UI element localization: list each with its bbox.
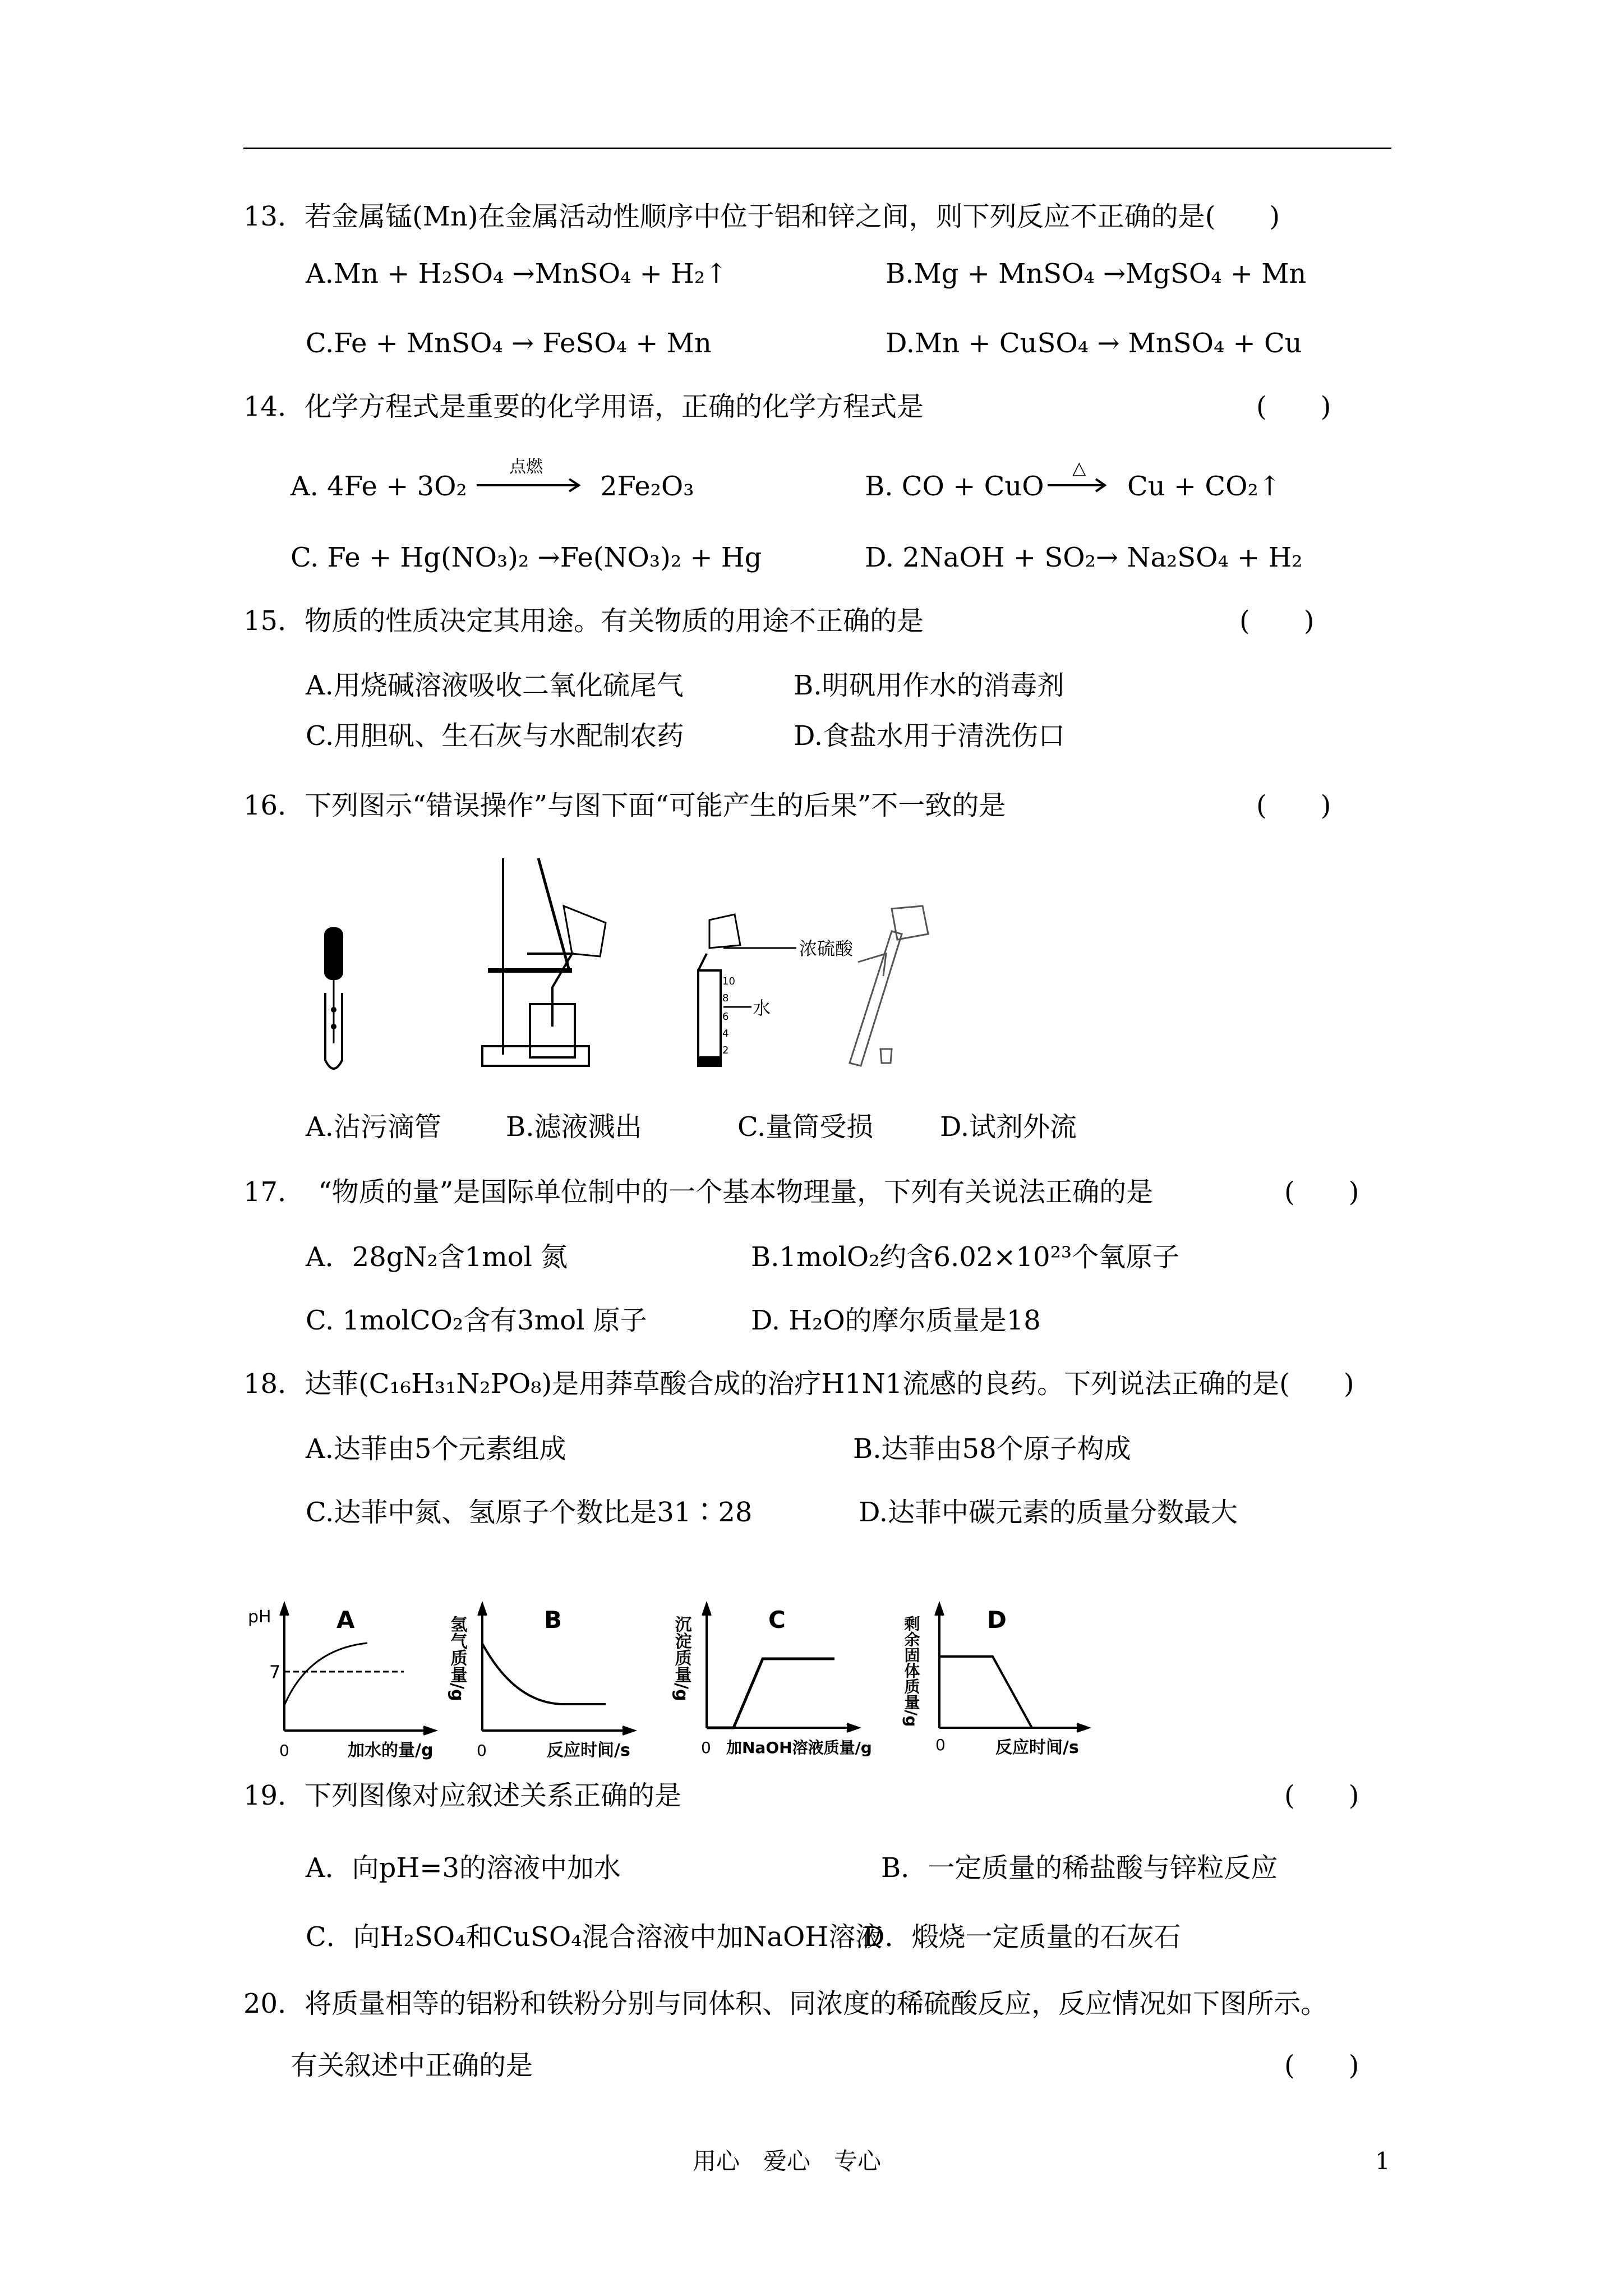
graph-d-xlabel: 反应时间/s bbox=[995, 1738, 1079, 1757]
scale-tick-4: 4 bbox=[722, 1028, 729, 1039]
q20-answer-paren: ( ) bbox=[1284, 2050, 1359, 2081]
q16-answer-paren: ( ) bbox=[1256, 790, 1331, 821]
q16-option-a: A.沾污滴管 bbox=[306, 1111, 441, 1143]
graph-c-title: C bbox=[768, 1606, 786, 1634]
q13-option-b: B.Mg + MnSO₄ →MgSO₄ + Mn bbox=[886, 258, 1307, 289]
graph-b-ylabel: 氢气质量/g bbox=[447, 1616, 467, 1701]
q14-answer-paren: ( ) bbox=[1256, 391, 1331, 422]
footer-motto: 用心 爱心 专心 bbox=[693, 2147, 882, 2175]
graph-b-xlabel: 反应时间/s bbox=[547, 1741, 630, 1760]
graph-d-title: D bbox=[987, 1606, 1007, 1634]
header-rule bbox=[243, 148, 1391, 149]
arrow-icon bbox=[477, 477, 583, 494]
water-label: 水 bbox=[753, 997, 771, 1019]
q17-option-b: B.1molO₂约含6.02×10²³个氧原子 bbox=[751, 1241, 1180, 1273]
q13-option-c: C.Fe + MnSO₄ → FeSO₄ + Mn bbox=[306, 328, 712, 359]
q19-option-d: D．煅烧一定质量的石灰石 bbox=[863, 1921, 1181, 1953]
q14-option-b-condition: △ bbox=[1072, 457, 1086, 478]
q15-option-c: C.用胆矾、生石灰与水配制农药 bbox=[306, 720, 684, 752]
q15-option-a: A.用烧碱溶液吸收二氧化硫尾气 bbox=[306, 670, 684, 701]
q16-option-c: C.量筒受损 bbox=[737, 1111, 874, 1143]
q14-option-b-left: B. CO + CuO bbox=[865, 471, 1044, 502]
graduated-cylinder-illustration bbox=[698, 914, 796, 1066]
graph-a-xlabel: 加水的量/g bbox=[348, 1741, 434, 1760]
q17-option-d: D. H₂O的摩尔质量是18 bbox=[751, 1305, 1041, 1336]
q14-option-a-left: A. 4Fe + 3O₂ bbox=[291, 471, 467, 502]
graph-c-xlabel: 加NaOH溶液质量/g bbox=[726, 1738, 872, 1757]
arrow-icon bbox=[1048, 477, 1109, 494]
q19-option-a: A．向pH=3的溶液中加水 bbox=[306, 1852, 621, 1884]
scale-tick-10: 10 bbox=[722, 976, 735, 987]
graph-a-ylabel: pH bbox=[248, 1607, 271, 1627]
lab-operations-figure bbox=[241, 841, 1195, 1077]
q17-option-a: A．28gN₂含1mol 氮 bbox=[306, 1241, 568, 1273]
q20-stem: 20．将质量相等的铝粉和铁粉分别与同体积、同浓度的稀硫酸反应，反应情况如下图所示。 bbox=[243, 1988, 1328, 2019]
q19-graphs bbox=[241, 1593, 1419, 1767]
q13-option-a: A.Mn + H₂SO₄ →MnSO₄ + H₂↑ bbox=[306, 258, 728, 289]
q13-stem: 13．若金属锰(Mn)在金属活动性顺序中位于铝和锌之间，则下列反应不正确的是( ) bbox=[243, 201, 1280, 232]
q19-option-c: C．向H₂SO₄和CuSO₄混合溶液中加NaOH溶液 bbox=[306, 1921, 883, 1953]
q20-stem-continued: 有关叙述中正确的是 bbox=[291, 2050, 533, 2081]
scale-tick-6: 6 bbox=[722, 1011, 729, 1023]
graph-c-ylabel: 沉淀质量/g bbox=[671, 1616, 691, 1701]
q14-option-c: C. Fe + Hg(NO₃)₂ →Fe(NO₃)₂ + Hg bbox=[291, 542, 762, 573]
dropper-in-test-tube-illustration bbox=[325, 928, 342, 1069]
graph-a-origin: 0 bbox=[279, 1741, 289, 1760]
q18-option-c: C.达菲中氮、氢原子个数比是31∶28 bbox=[306, 1497, 753, 1528]
q19-answer-paren: ( ) bbox=[1284, 1780, 1359, 1811]
scale-tick-8: 8 bbox=[722, 992, 729, 1004]
q18-option-b: B.达菲由58个原子构成 bbox=[853, 1433, 1131, 1465]
q17-answer-paren: ( ) bbox=[1284, 1176, 1359, 1208]
graph-d-ylabel: 剩余固体质量/g bbox=[902, 1616, 921, 1727]
q19-option-b: B．一定质量的稀盐酸与锌粒反应 bbox=[881, 1852, 1278, 1884]
q13-option-d: D.Mn + CuSO₄ → MnSO₄ + Cu bbox=[886, 328, 1302, 359]
q15-option-d: D.食盐水用于清洗伤口 bbox=[794, 720, 1066, 752]
q18-option-a: A.达菲由5个元素组成 bbox=[306, 1433, 566, 1465]
graph-a-title: A bbox=[336, 1606, 355, 1634]
q16-option-d: D.试剂外流 bbox=[940, 1111, 1077, 1143]
q15-option-b: B.明矾用作水的消毒剂 bbox=[794, 670, 1064, 701]
q14-option-a-condition: 点燃 bbox=[509, 457, 543, 477]
graph-d-origin: 0 bbox=[935, 1736, 946, 1754]
graph-a-ytick-7: 7 bbox=[269, 1662, 281, 1683]
graph-a bbox=[280, 1604, 435, 1734]
graph-b-origin: 0 bbox=[477, 1741, 487, 1760]
q14-option-d: D. 2NaOH + SO₂→ Na₂SO₄ + H₂ bbox=[865, 542, 1303, 573]
q17-stem: 17． “物质的量”是国际单位制中的一个基本物理量，下列有关说法正确的是 bbox=[243, 1176, 1154, 1208]
q18-stem: 18．达菲(C₁₆H₃₁N₂PO₈)是用莽草酸合成的治疗H1N1流感的良药。下列说法正确的是( ) bbox=[243, 1368, 1354, 1400]
graph-c-origin: 0 bbox=[701, 1738, 711, 1757]
q16-option-b: B.滤液溅出 bbox=[506, 1111, 642, 1143]
graph-d bbox=[935, 1604, 1088, 1732]
q14-option-b-right: Cu + CO₂↑ bbox=[1127, 471, 1281, 502]
page-number: 1 bbox=[1375, 2147, 1390, 2175]
filtration-apparatus-illustration bbox=[482, 858, 606, 1066]
q15-answer-paren: ( ) bbox=[1239, 605, 1315, 637]
graph-b-title: B bbox=[544, 1606, 562, 1634]
q14-stem: 14．化学方程式是重要的化学用语，正确的化学方程式是 bbox=[243, 391, 924, 422]
q14-option-a-right: 2Fe₂O₃ bbox=[600, 471, 694, 502]
q17-option-c: C. 1molCO₂含有3mol 原子 bbox=[306, 1305, 647, 1336]
q16-stem: 16．下列图示“错误操作”与图下面“可能产生的后果”不一致的是 bbox=[243, 790, 1006, 821]
q18-option-d: D.达菲中碳元素的质量分数最大 bbox=[859, 1497, 1238, 1528]
acid-label: 浓硫酸 bbox=[799, 938, 854, 959]
scale-tick-2: 2 bbox=[722, 1045, 729, 1056]
tilted-cylinder-pouring-illustration bbox=[850, 906, 928, 1066]
q15-stem: 15．物质的性质决定其用途。有关物质的用途不正确的是 bbox=[243, 605, 924, 637]
q19-stem: 19．下列图像对应叙述关系正确的是 bbox=[243, 1780, 682, 1811]
